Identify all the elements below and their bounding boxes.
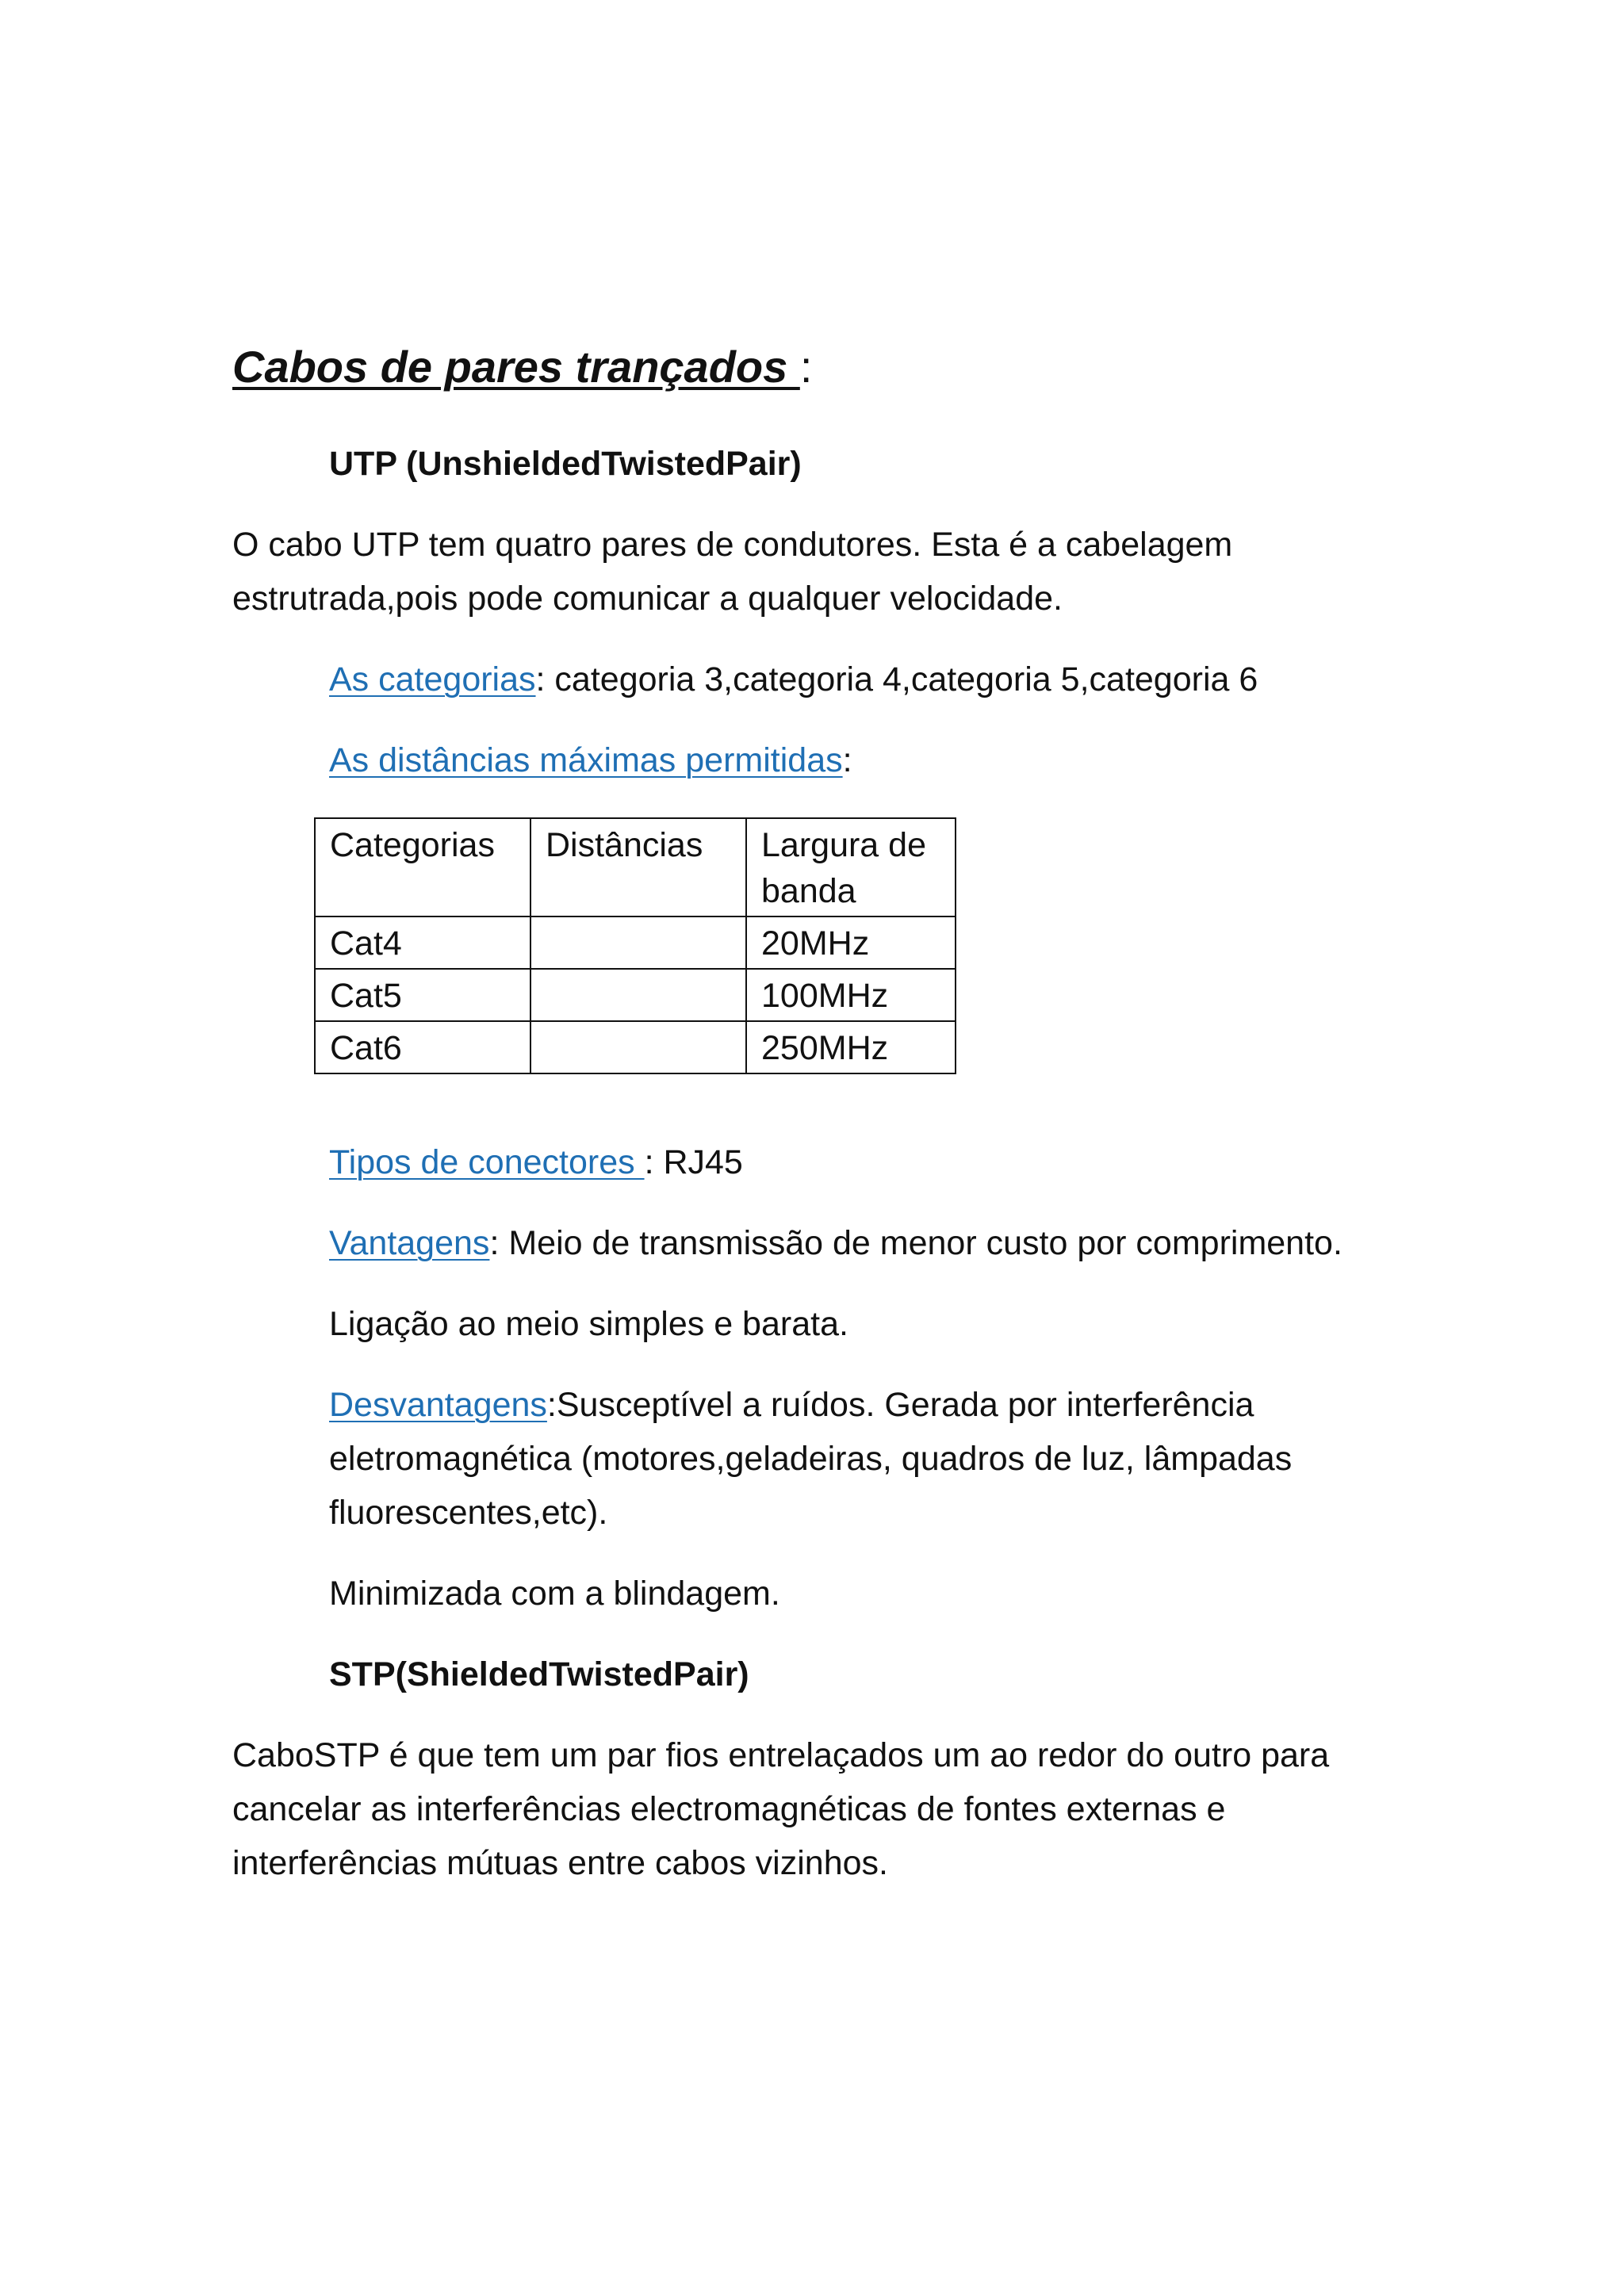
distances-link[interactable]: As distâncias máximas permitidas <box>329 741 843 779</box>
table-cell: Cat6 <box>315 1021 530 1073</box>
table-header-cell: Distâncias <box>530 818 746 916</box>
table-cell <box>530 1021 746 1073</box>
categories-table <box>314 817 956 1074</box>
table-cell <box>530 916 746 969</box>
stp-line-1: CaboSTP é que tem um par fios entrelaçados um ao redor do outro para <box>232 1736 1330 1774</box>
stp-line-3: interferências mútuas entre cabos vizinhos. <box>232 1844 888 1882</box>
advantages-link[interactable]: Vantagens <box>329 1224 490 1262</box>
table-row <box>315 1021 956 1073</box>
categories-paragraph <box>329 652 1258 706</box>
table-header-row <box>315 818 956 916</box>
page-title-colon: : <box>799 342 813 392</box>
advantages-paragraph <box>329 1216 1342 1270</box>
table-header-line: Largura de <box>761 826 926 864</box>
disadvantages-line-3: fluorescentes,etc). <box>329 1494 608 1532</box>
disadvantages-line-1: :Susceptível a ruídos. Gerada por interferência <box>546 1386 1254 1424</box>
categories-value: : categoria 3,categoria 4,categoria 5,categoria 6 <box>535 660 1258 698</box>
stp-heading: STP(ShieldedTwistedPair) <box>329 1655 749 1693</box>
table-cell: 100MHz <box>746 969 956 1021</box>
distances-suffix: : <box>842 741 852 779</box>
table-header-cell <box>746 818 956 916</box>
table-cell: 250MHz <box>746 1021 956 1073</box>
utp-intro-line-2: estrutrada,pois pode comunicar a qualquer velocidade. <box>232 580 1063 618</box>
disadvantages-paragraph <box>329 1378 1254 1432</box>
table-row <box>315 916 956 969</box>
page-title-text: Cabos de pares trançados <box>232 342 800 392</box>
disadvantages-line-2: eletromagnética (motores,geladeiras, quadros de luz, lâmpadas <box>329 1440 1293 1478</box>
utp-intro-line-1: O cabo UTP tem quatro pares de condutores. Esta é a cabelagem <box>232 526 1233 564</box>
table-header-line: banda <box>761 872 856 910</box>
distances-paragraph <box>329 733 852 787</box>
table-cell: 20MHz <box>746 916 956 969</box>
utp-heading: UTP (UnshieldedTwistedPair) <box>329 445 802 483</box>
table-header-cell: Categorias <box>315 818 530 916</box>
table-row <box>315 969 956 1021</box>
table-cell: Cat5 <box>315 969 530 1021</box>
table-cell: Cat4 <box>315 916 530 969</box>
connectors-value: : RJ45 <box>644 1143 743 1181</box>
stp-line-2: cancelar as interferências electromagnéticas de fontes externas e <box>232 1790 1226 1828</box>
mitigation-text: Minimizada com a blindagem. <box>329 1575 780 1613</box>
table-cell <box>530 969 746 1021</box>
advantages-extra: Ligação ao meio simples e barata. <box>329 1305 848 1343</box>
page-title <box>232 339 812 395</box>
advantages-value: : Meio de transmissão de menor custo por comprimento. <box>489 1224 1342 1262</box>
connectors-paragraph <box>329 1135 743 1189</box>
connectors-link[interactable]: Tipos de conectores <box>329 1143 645 1181</box>
disadvantages-link[interactable]: Desvantagens <box>329 1386 547 1424</box>
categories-link[interactable]: As categorias <box>329 660 536 698</box>
